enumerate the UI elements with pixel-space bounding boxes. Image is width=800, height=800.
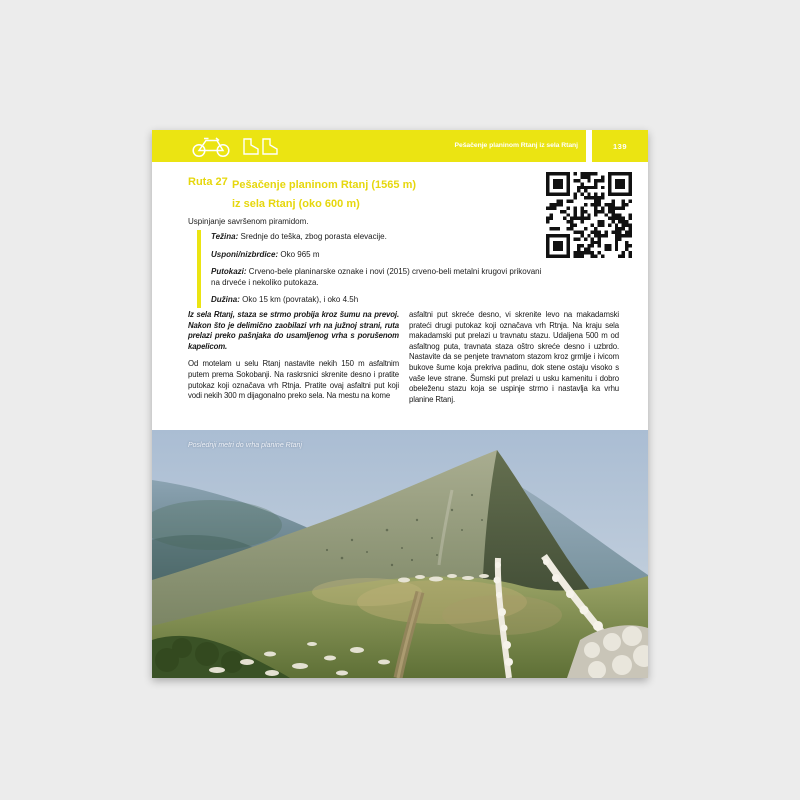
mountain-photo-art [152, 430, 648, 678]
route-info-box [197, 230, 551, 308]
info-row-waymarks [211, 267, 551, 288]
intro-paragraph: Iz sela Rtanj, staza se strmo probija kroz šumu na prevoj. Nakon što je delimično zaobilazi vrh na južnoj strani, ruta prelazi preko pašnjaka do usamljenog vrha s porušenom kapelicom. [188, 310, 399, 351]
mountain-photo [152, 430, 648, 678]
info-row-length [211, 295, 551, 306]
info-value: Srednje do teška, zbog porasta elevacije. [240, 232, 387, 241]
book-page [152, 130, 648, 678]
info-value: Oko 965 m [280, 249, 320, 259]
running-title: Pešačenje planinom Rtanj iz sela Rtanj [454, 142, 578, 149]
info-value: Crveno-bele planinarske oznake i novi (2015) crveno-beli metalni krugovi prikovani na drveće i nekoliko putokaza. [211, 267, 542, 287]
bicycle-icon [190, 134, 234, 158]
info-label: Dužina: [211, 295, 240, 304]
route-number-label: Ruta 27 [188, 176, 228, 188]
route-title-line1: Pešačenje planinom Rtanj (1565 m) [232, 179, 417, 191]
photo-caption: Poslednji metri do vrha planine Rtanj [188, 442, 303, 449]
qr-code [546, 172, 632, 258]
header-band [152, 130, 586, 162]
body-column-right [409, 310, 619, 412]
info-row-elevation [211, 250, 551, 261]
page-number-tab [592, 130, 648, 162]
body-paragraph-right: asfaltni put skreće desno, vi skrenite levo na makadamski prateći drugi putokaz koji označava vrh Rtnja. Na kraju sela makadamski put prelazi u travnatu stazu. Udaljena 500 m od asfaltnog puta, travnata staza oštro skreće desno i uzbrdo. Nastavite da se penjete travnatom stazom kroz grmlje i ivicom bukove šume koja prekriva padinu, dok stene ostaju visoko s vaše leve strane. Šumski put prelazi u usku kamenitu i dobro obeleženu stazu koja se uspinje strmo i nastavlja ka vrhu planine Rtanj. [409, 310, 619, 404]
info-row-difficulty [211, 232, 551, 243]
route-title-line2: iz sela Rtanj (oko 600 m) [232, 198, 360, 210]
info-label: Težina: [211, 232, 239, 241]
info-label: Usponi/nizbrdice: [211, 249, 279, 259]
page-number: 139 [612, 141, 627, 151]
body-paragraph-left: Od motelam u selu Rtanj nastavite nekih 150 m asfaltnim putem prema Sokobanji. Na raskrsnici skrenite desno i pratite putokaz koji označava vrh Rtnja. Pratite ovaj asfaltni put koji vodi nekih 300 m dijagonalno preko sela. Na mestu na kome [188, 359, 399, 401]
hiking-boots-icon [242, 136, 282, 157]
body-column-left [188, 310, 399, 409]
info-label: Putokazi: [211, 267, 247, 276]
info-value: Oko 15 km (povratak), i oko 4.5h [242, 295, 359, 304]
route-title [232, 176, 502, 214]
route-subtitle: Uspinjanje savršenom piramidom. [188, 217, 309, 226]
